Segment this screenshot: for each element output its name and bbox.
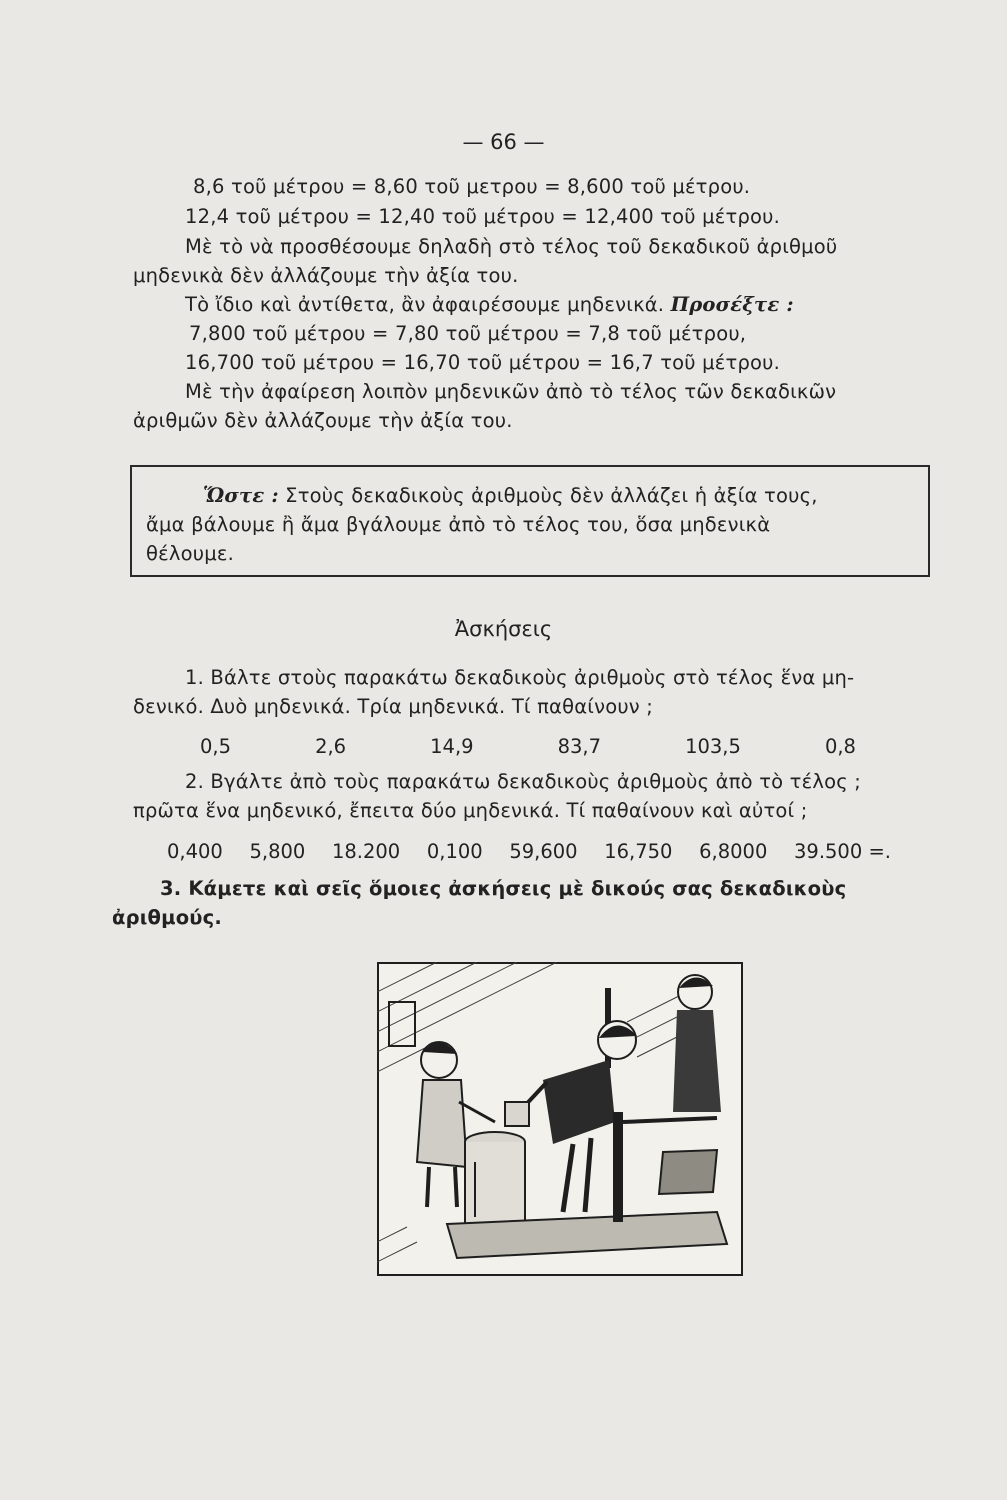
exercises-heading: Ἀσκήσεις xyxy=(454,617,553,641)
exercise-1-text: δενικό. Δυὸ μηδενικά. Τρία μηδενικά. Τί παθαίνουν ; xyxy=(133,695,654,718)
text-line: Μὲ τὴν ἀφαίρεση λοιπὸν μηδενικῶν ἀπὸ τὸ τέλος τῶν δεκαδικῶν xyxy=(185,380,837,403)
exercise-3-text: 3. Κάμετε καὶ σεῖς ὅμοιες ἀσκήσεις μὲ δικούς σας δεκαδικοὺς xyxy=(160,877,847,900)
exercise-3-text: ἀριθμούς. xyxy=(112,906,223,929)
page-number: — 66 — xyxy=(462,130,545,154)
rule-label: Ὥστε : xyxy=(203,484,279,507)
rule-line: θέλουμε. xyxy=(146,542,234,565)
exercise-2-numbers xyxy=(167,840,891,863)
shop-scale-illustration xyxy=(377,962,743,1276)
exercise-1-text: 1. Βάλτε στοὺς παρακάτω δεκαδικοὺς ἀριθμοὺς στὸ τέλος ἕνα μη- xyxy=(185,666,855,689)
emphasis-note: Προσέξτε : xyxy=(670,293,794,316)
paragraph-text: Τὸ ἴδιο καὶ ἀντίθετα, ἂν ἀφαιρέσουμε μηδενικά. xyxy=(185,293,665,316)
decimal-number: 5,800 xyxy=(249,840,306,863)
decimal-number: 16,750 xyxy=(604,840,673,863)
decimal-number: 0,400 xyxy=(167,840,223,863)
rule-line: ἄμα βάλουμε ἢ ἄμα βγάλουμε ἀπὸ τὸ τέλος του, ὅσα μηδενικὰ xyxy=(146,513,771,536)
decimal-number: 83,7 xyxy=(557,735,602,758)
decimal-number: 14,9 xyxy=(430,735,474,758)
rule-line xyxy=(203,484,818,507)
exercise-2-text: πρῶτα ἕνα μηδενικό, ἔπειτα δύο μηδενικά. Τί παθαίνουν καὶ αὐτοί ; xyxy=(133,799,808,822)
decimal-number: 39.500 =. xyxy=(794,840,891,863)
decimal-number: 6,8000 xyxy=(699,840,768,863)
decimal-number: 103,5 xyxy=(685,735,741,758)
decimal-number: 2,6 xyxy=(315,735,347,758)
equation-line: 8,6 τοῦ μέτρου = 8,60 τοῦ μετρου = 8,600 τοῦ μέτρου. xyxy=(193,175,751,198)
equation-line: 16,700 τοῦ μέτρου = 16,70 τοῦ μέτρου = 16,7 τοῦ μέτρου. xyxy=(185,351,781,374)
equation-line: 12,4 τοῦ μέτρου = 12,40 τοῦ μέτρου = 12,400 τοῦ μέτρου. xyxy=(185,205,781,228)
decimal-number: 0,5 xyxy=(200,735,232,758)
equation-line: 7,800 τοῦ μέτρου = 7,80 τοῦ μέτρου = 7,8 τοῦ μέτρου, xyxy=(189,322,747,345)
text-line: ἀριθμῶν δὲν ἀλλάζουμε τὴν ἀξία του. xyxy=(133,409,513,432)
rule-text: Στοὺς δεκαδικοὺς ἀριθμοὺς δὲν ἀλλάζει ἡ ἀξία τους, xyxy=(285,484,818,507)
decimal-number: 18.200 xyxy=(331,840,401,863)
decimal-number: 0,100 xyxy=(426,840,483,863)
barrel-shape xyxy=(465,1132,525,1230)
decimal-number: 0,8 xyxy=(824,735,856,758)
decimal-number: 59,600 xyxy=(509,840,578,863)
text-line xyxy=(185,293,794,316)
exercise-1-numbers xyxy=(200,735,856,758)
exercise-2-text: 2. Βγάλτε ἀπὸ τοὺς παρακάτω δεκαδικοὺς ἀριθμοὺς ἀπὸ τὸ τέλος ; xyxy=(185,770,862,793)
text-line: Μὲ τὸ νὰ προσθέσουμε δηλαδὴ στὸ τέλος τοῦ δεκαδικοῦ ἀριθμοῦ xyxy=(185,235,838,258)
text-line: μηδενικὰ δὲν ἀλλάζουμε τὴν ἀξία του. xyxy=(133,264,519,287)
